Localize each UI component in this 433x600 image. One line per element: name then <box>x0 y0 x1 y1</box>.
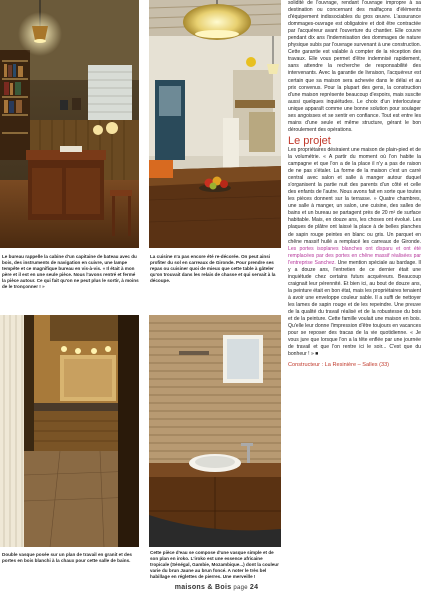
photo-bathroom-double <box>0 315 139 547</box>
article-body-1: Les propriétaires désiraient une maison de plain-pied et de la volumétrie. « A partir du moment où l'on habite la campagne et que l'on a de la place il n'y a pas de raison de ne pas s'étaler. La forme de la maison c'est un carré central avec salon et salle à manger autour duquel s'organisent la partie nuit des parents d'un côté et celle des enfants de l'autre. Nous avons fait en sorte que toutes les pièces donnent sur la terrasse. » Quatre chambres, une salle à manger, un salon, une cuisine, des salles de bains et un bureau se partagent près de 20 m² de surface habitable. Mais, en douze ans, les choses ont évolué. Les plaques de plâtre ont laissé la place à de belles planches de sapin rouge peintes en blanc ou gris. Un parquet en chêne massif huilé a remplacé les carreaux de Gironde. <box>288 146 421 245</box>
article-column <box>288 0 421 369</box>
caption-bathroom-iroko <box>150 550 282 580</box>
caption-office <box>2 254 140 290</box>
article-highlight: Les portes isoplanes blanches ont disparu et ont été remplacées par des portes en chêne massif réalisées par l'entreprise Sanchez. <box>288 245 421 266</box>
page-footer <box>0 584 433 591</box>
section-heading: Le projet <box>288 134 331 147</box>
article-body-part-1 <box>288 147 421 358</box>
magazine-name: maisons & Bois <box>174 584 232 591</box>
photo-kitchen <box>149 0 281 248</box>
caption-bathroom-iroko-text: Cette pièce d'eau se compose d'une vasque simple et de son plan en iroko. L'iroko est une essence africaine tropicale (Sénégal, Gambie, Mozambique...) dont la couleur varie du brun Jaune au brun foncé. A noter le très bel habillage en réglettes de pierres. Une merveille ! <box>150 550 279 579</box>
photo-bathroom-iroko <box>149 315 281 547</box>
caption-kitchen-text: La cuisine n'a pas encore été re-décorée. On peut ainsi profiter du sol en carreaux de Gironde. Pour prendre ses repas ou cuisiner quoi de mieux que cette table à gâteler qu'on trouvait dans les relais de chasse et qui servait à la découpe. <box>150 254 276 283</box>
photo-office <box>0 0 139 248</box>
article-body-2: Une mention spéciale au bardage. Il y a douze ans, l'entretien de ce dernier était une inquiétude chez certains futurs acquéreurs. Beaucoup craignait leur pérennité. Et bien ici, au bout de douze ans, la peinture était en bon état, mais les propriétaires tenaient à avoir une enveloppe couleur sable. Il a suffi de nettoyer les lames de sapin rouge et de les repeindre. Une preuve de la qualité du travail réalisé et de la robustesse du bois et de la peinture. Cette famille voulait une maison en bois. Qu'elle leur donne l'impression d'être toujours en vacances pour se reposer des tracas de la vie quotidienne. « Je vous jure que lorsque l'on a la tête enflée par une journée de travail et que l'on rentre ici le soir... C'est que du bonheur ! » ■ <box>288 259 421 358</box>
caption-bathroom-double <box>2 552 140 564</box>
page-number: 24 <box>249 584 259 591</box>
builder-credit: Constructeur : La Resinière – Salles (33) <box>288 362 390 369</box>
caption-bathroom-double-text: Double vasque posée sur un plan de travail en granit et des portes en bois blanchi à la chaux pour cette salle de bains. <box>2 552 132 563</box>
caption-kitchen <box>150 254 280 284</box>
caption-office-text: Le bureau rappelle la cabine d'un capitaine de bateau avec du bois, des instruments de navigation en cuivre, une lampe tempête et ce magnifique bureau en vis-à-vis. « Il était à mon père et il est en une seule pièce. Nous l'avons rentré et fermé la pièce autour. Ce qui fait qu'on ne peut plus le sortir, à moins de le tronçonner ! » <box>2 254 139 289</box>
article-intro: solidité de l'ouvrage, rendant l'ouvrage impropre à sa destination ou concernant des malfaçons d'éléments d'équipement indissociables du gros œuvre. L'assurance dommages-ouvrage est obligatoire et doit être contractée par l'acquéreur avant l'ouverture du chantier. Elle couvre pendant dix ans l'indemnisation des dommages de nature physique subis par l'ouvrage survenant à une construction. Cette garantie est valable à compter de la réception des travaux. Elle vous permet d'être indemnisé rapidement, sans attendre la recherche de responsabilité des intervenants. Avec la garantie de livraison, l'acquéreur est certain que sa maison sera achevée dans le délai et au prix convenus. Pour la plupart des gens, la construction d'une maison représente beaucoup d'espoirs, mais suscite aussi quelques inquiétudes. Le choix d'un interlocuteur unique apparaît comme une bonne solution pour soulager ses angoisses et se sentir en confiance. Tout est entre les mains d'une seule et même structure, gérant le bon déroulement des opérations. <box>288 0 421 133</box>
page-label: page <box>233 585 248 591</box>
